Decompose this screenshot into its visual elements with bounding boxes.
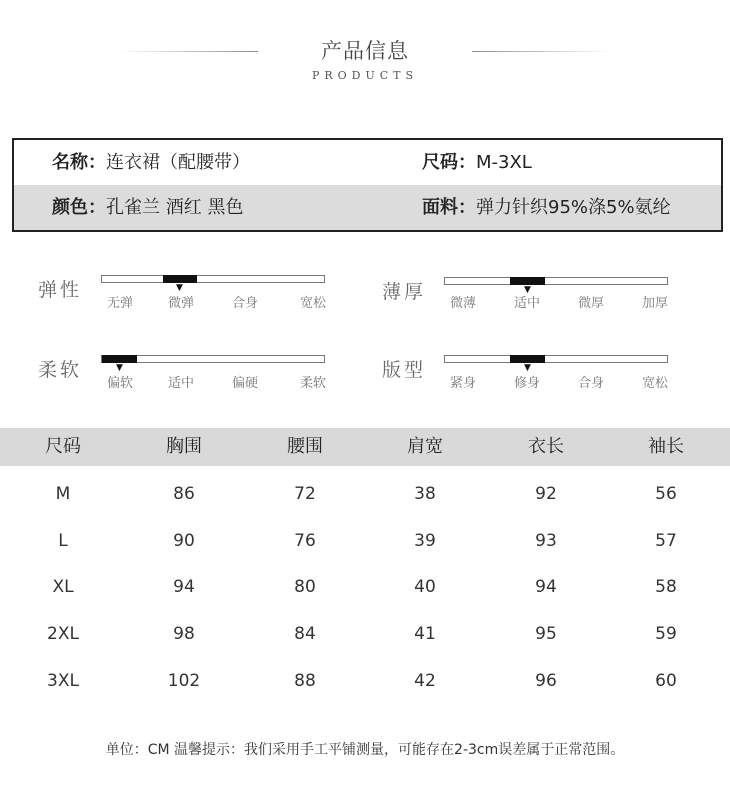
table-header-cell: 衣长 (528, 436, 564, 457)
table-cell: 40 (414, 577, 436, 597)
table-cell: 93 (535, 531, 557, 551)
scale-marker-softness: ▼ (116, 363, 123, 373)
info-value-fabric: 弹力针织95%涤5%氨纶 (476, 197, 671, 218)
table-cell: 92 (535, 484, 557, 504)
scale-option: 无弹 (106, 296, 134, 311)
scale-bar-thickness (444, 277, 668, 295)
table-cell: 80 (294, 577, 316, 597)
table-cell: 84 (294, 624, 316, 644)
product-info-box (12, 138, 723, 232)
table-cell: 88 (294, 671, 316, 691)
scale-option: 加厚 (641, 296, 669, 311)
info-value-size: M-3XL (476, 152, 532, 173)
table-cell: M (55, 484, 71, 504)
info-product-name (52, 140, 250, 185)
table-cell: 76 (294, 531, 316, 551)
table-row (0, 666, 730, 696)
table-cell: 3XL (47, 671, 79, 691)
table-cell: 102 (167, 671, 201, 691)
table-cell: 41 (414, 624, 436, 644)
scale-fill-fit (510, 355, 545, 363)
scale-marker-thickness: ▼ (524, 285, 531, 295)
info-value-name: 连衣裙（配腰带） (106, 152, 250, 173)
table-cell: 94 (173, 577, 195, 597)
scale-option: 修身 (513, 376, 541, 391)
info-colors (52, 185, 243, 230)
scale-marker-elasticity: ▼ (176, 283, 183, 293)
info-fabric (422, 185, 671, 230)
scale-option: 柔软 (299, 376, 327, 391)
info-key-name: 名称： (52, 152, 106, 173)
table-cell: 96 (535, 671, 557, 691)
measurement-note: 单位：CM 温馨提示：我们采用手工平铺测量，可能存在2-3cm误差属于正常范围。 (105, 742, 625, 758)
info-size-range (422, 140, 532, 185)
table-row (0, 479, 730, 509)
table-cell: 90 (173, 531, 195, 551)
scale-bar-softness (101, 355, 325, 373)
scale-fill-softness (102, 355, 137, 363)
table-header-cell: 尺码 (45, 436, 81, 457)
table-cell: XL (52, 577, 74, 597)
scale-option: 微薄 (449, 296, 477, 311)
table-cell: 39 (414, 531, 436, 551)
page-title: 产品信息 (321, 39, 409, 63)
table-cell: 72 (294, 484, 316, 504)
table-cell: 98 (173, 624, 195, 644)
scale-options-fit (0, 372, 730, 391)
table-cell: 94 (535, 577, 557, 597)
table-cell: 60 (655, 671, 677, 691)
info-key-size: 尺码： (422, 152, 476, 173)
page-subtitle: PRODUCTS (311, 69, 419, 82)
scale-label-thickness: 薄厚 (382, 281, 427, 303)
info-row-name-size (14, 140, 721, 185)
info-row-color-fabric (14, 185, 721, 230)
info-value-color: 孔雀兰 酒红 黑色 (106, 197, 244, 218)
table-row (0, 526, 730, 556)
info-key-fabric: 面料： (422, 197, 476, 218)
scale-label-elasticity: 弹性 (38, 279, 83, 301)
table-cell: 58 (655, 577, 677, 597)
table-cell: 38 (414, 484, 436, 504)
scale-options-thickness (0, 292, 730, 311)
table-header-cell: 袖长 (648, 436, 684, 457)
scale-option: 适中 (513, 296, 541, 311)
table-cell: 56 (655, 484, 677, 504)
table-header-cell: 胸围 (166, 436, 202, 457)
size-table-header (0, 428, 730, 466)
table-cell: 59 (655, 624, 677, 644)
scale-option: 偏硬 (231, 376, 259, 391)
info-key-color: 颜色： (52, 197, 106, 218)
scale-label-softness: 柔软 (38, 359, 83, 381)
table-row (0, 572, 730, 602)
table-row (0, 619, 730, 649)
scale-option: 紧身 (449, 376, 477, 391)
table-cell: 95 (535, 624, 557, 644)
table-cell: L (58, 531, 68, 551)
table-cell: 86 (173, 484, 195, 504)
scale-option: 合身 (577, 376, 605, 391)
scale-option: 微弹 (167, 296, 195, 311)
table-header-cell: 腰围 (287, 436, 323, 457)
scale-bar-fit (444, 355, 668, 373)
scale-option: 合身 (231, 296, 259, 311)
scale-label-fit: 版型 (382, 359, 427, 381)
scale-option: 微厚 (577, 296, 605, 311)
scale-option: 偏软 (106, 376, 134, 391)
table-header-cell: 肩宽 (407, 436, 443, 457)
scale-fill-elasticity (163, 275, 197, 283)
table-cell: 42 (414, 671, 436, 691)
table-cell: 57 (655, 531, 677, 551)
scale-fill-thickness (510, 277, 545, 285)
scale-option: 宽松 (299, 296, 327, 311)
table-cell: 2XL (47, 624, 79, 644)
scale-bar-elasticity (101, 275, 325, 293)
scale-option: 宽松 (641, 376, 669, 391)
scale-marker-fit: ▼ (524, 363, 531, 373)
scale-option: 适中 (167, 376, 195, 391)
